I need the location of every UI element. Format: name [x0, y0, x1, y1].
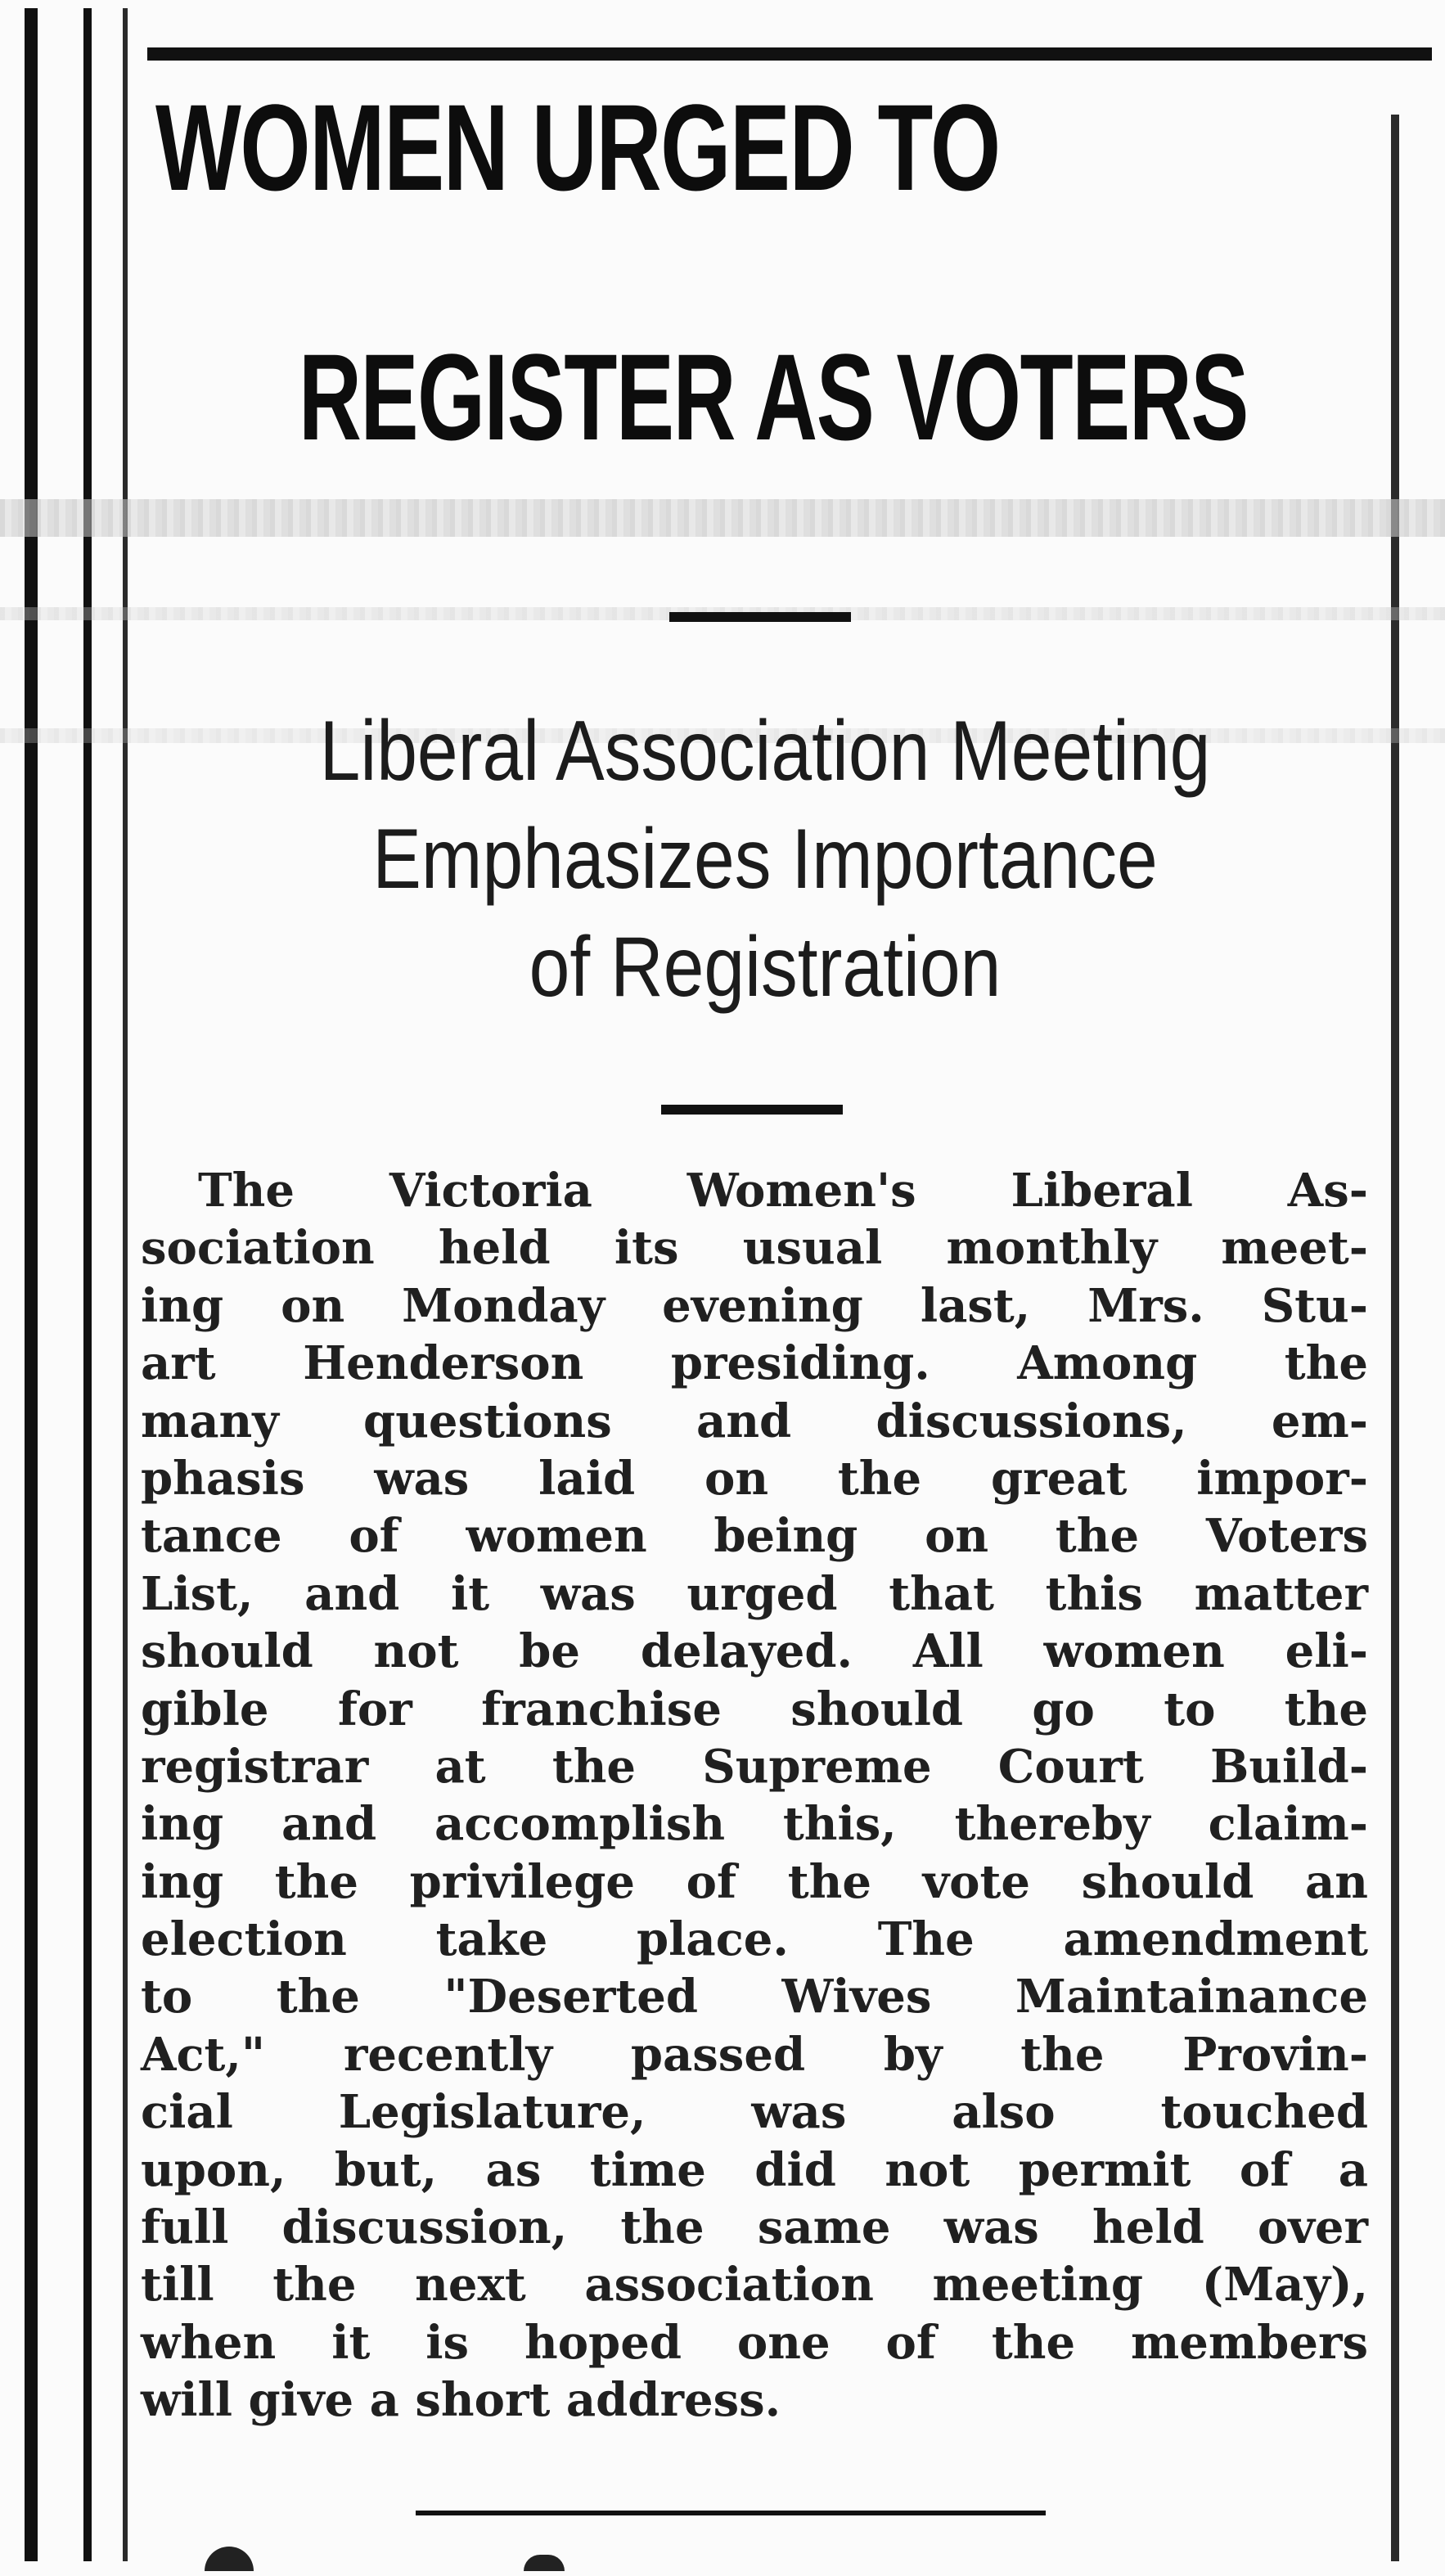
- body-line: election take place. The amendment: [141, 1912, 1368, 1967]
- column-rule-left-outer: [25, 8, 38, 2561]
- article-end-rule: [416, 2511, 1046, 2515]
- body-line: full discussion, the same was held over: [141, 2200, 1368, 2255]
- headline-line-2: REGISTER AS VOTERS: [299, 328, 1248, 466]
- column-rule-right: [1391, 115, 1399, 2561]
- body-line: The Victoria Women's Liberal As-: [198, 1164, 1368, 1218]
- body-line: ing and accomplish this, thereby claim-: [141, 1797, 1368, 1852]
- body-line: cial Legislature, was also touched: [141, 2085, 1368, 2140]
- body-line: upon, but, as time did not permit of a: [141, 2142, 1368, 2197]
- body-line: tance of women being on the Voters: [141, 1509, 1368, 1564]
- column-rule-left-middle: [83, 8, 92, 2561]
- column-rule-left-inner: [123, 8, 128, 2561]
- body-line: when it is hoped one of the members: [141, 2315, 1368, 2370]
- body-line: ing the privilege of the vote should an: [141, 1854, 1368, 1909]
- body-line: will give a short address.: [141, 2373, 781, 2428]
- subheadline-line-2: Emphasizes Importance: [372, 812, 1158, 907]
- next-article-fragment: [205, 2547, 254, 2571]
- body-line: gible for franchise should go to the: [141, 1682, 1368, 1736]
- article-body: [141, 1162, 1368, 2430]
- next-article-fragment: [524, 2555, 565, 2571]
- section-divider: [669, 612, 851, 622]
- body-line: sociation held its usual monthly meet-: [141, 1221, 1368, 1276]
- subheadline-line-3: of Registration: [529, 920, 1002, 1015]
- body-line: to the "Deserted Wives Maintainance: [141, 1970, 1368, 2024]
- section-divider: [661, 1105, 843, 1115]
- headline-line-1: WOMEN URGED TO: [155, 79, 1000, 216]
- body-line: phasis was laid on the great impor-: [141, 1451, 1368, 1506]
- body-line: many questions and discussions, em-: [141, 1394, 1368, 1448]
- body-line: art Henderson presiding. Among the: [141, 1336, 1368, 1391]
- scan-degradation-band: [0, 499, 1445, 537]
- body-line: registrar at the Supreme Court Build-: [141, 1739, 1368, 1794]
- body-line: till the next association meeting (May),: [141, 2258, 1368, 2313]
- body-line: List, and it was urged that this matter: [141, 1566, 1368, 1621]
- subheadline-line-1: Liberal Association Meeting: [319, 704, 1211, 799]
- column-rule-top: [147, 47, 1432, 61]
- body-line: ing on Monday evening last, Mrs. Stu-: [141, 1278, 1368, 1333]
- body-line: should not be delayed. All women eli-: [141, 1624, 1368, 1679]
- body-line: Act," recently passed by the Provin-: [141, 2027, 1368, 2082]
